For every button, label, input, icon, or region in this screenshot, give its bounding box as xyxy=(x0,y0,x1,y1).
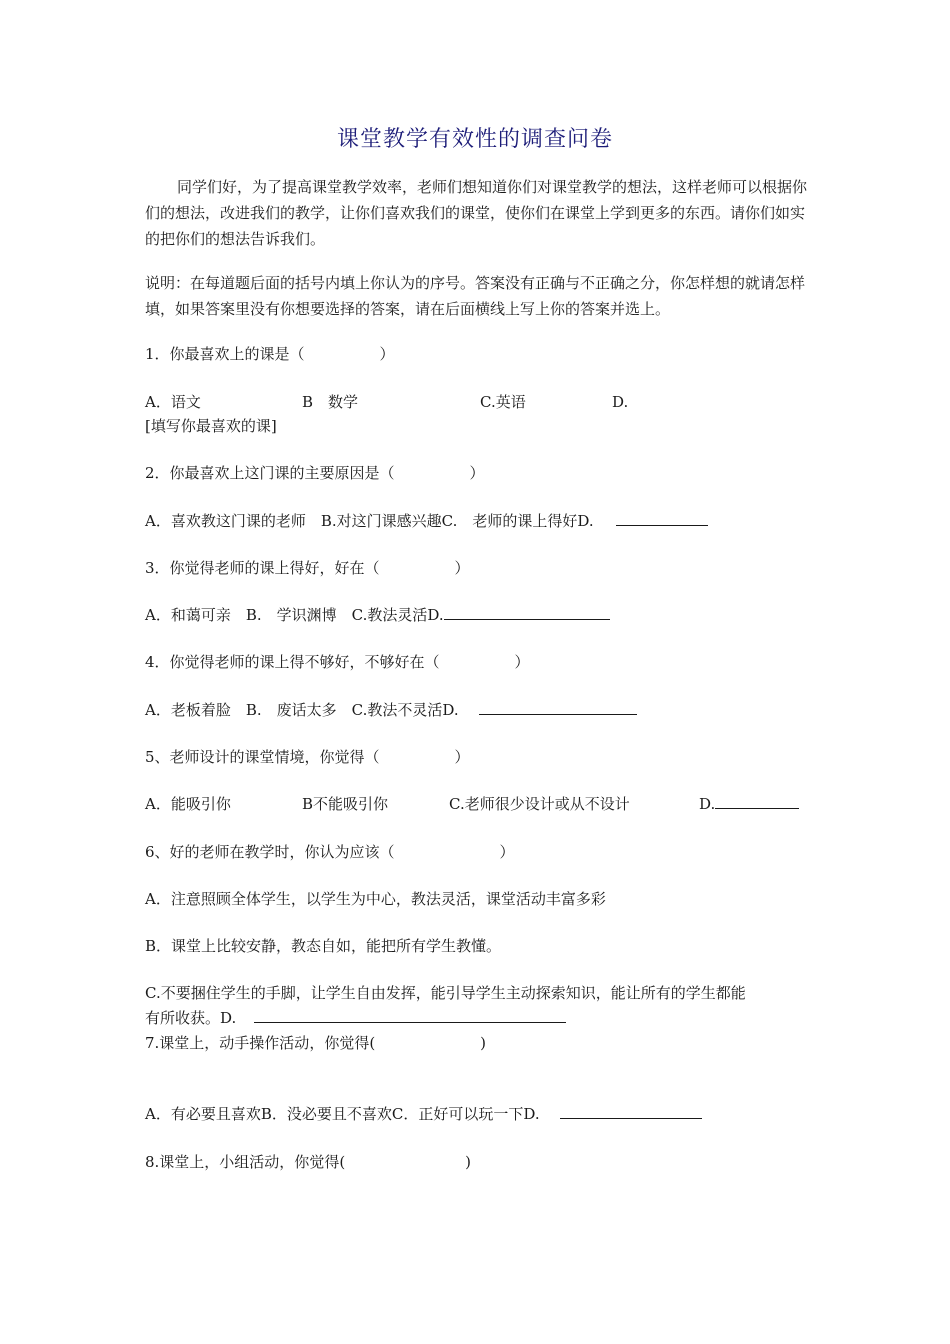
q5-option-c: C.老师很少设计或从不设计 xyxy=(449,795,630,813)
q5-option-d-label: D. xyxy=(699,795,716,813)
q6-option-b: B．课堂上比较安静，教态自如，能把所有学生教懂。 xyxy=(145,937,502,955)
q4-options-text: A．老板着脸 B. 废话太多 C.教法不灵活D. xyxy=(145,701,459,719)
q6-question: 6、好的老师在教学时，你认为应该（ ） xyxy=(145,843,515,861)
q1-option-c: C.英语 xyxy=(480,393,526,411)
q7-answer-blank[interactable] xyxy=(560,1104,702,1119)
q3-options-text: A．和蔼可亲 B. 学识渊博 C.教法灵活D. xyxy=(145,606,444,624)
q6-option-d-label: 有所收获。D. xyxy=(145,1009,237,1027)
q3-options xyxy=(145,605,610,625)
q4-question: 4．你觉得老师的课上得不够好，不够好在（ ） xyxy=(145,653,530,671)
q3-question: 3．你觉得老师的课上得好，好在（ ） xyxy=(145,559,470,577)
q5-option-b: B不能吸引你 xyxy=(302,795,389,813)
q6-option-c-cont xyxy=(145,1008,566,1028)
q1-question: 1．你最喜欢上的课是（ ） xyxy=(145,345,395,363)
q2-question: 2．你最喜欢上这门课的主要原因是（ ） xyxy=(145,464,485,482)
document-title: 课堂教学有效性的调查问卷 xyxy=(336,127,613,152)
intro-paragraph: 同学们好，为了提高课堂教学效率，老师们想知道你们对课堂教学的想法，这样老师可以根据你们的想法，改进我们的教学，让你们喜欢我们的课堂，使你们在课堂上学到更多的东西。请你们如实的把你们的想法告诉我们。 xyxy=(145,178,808,248)
q2-options-text: A．喜欢教这门课的老师 B.对这门课感兴趣C. 老师的课上得好D. xyxy=(145,512,594,530)
q6-option-c: C.不要捆住学生的手脚，让学生自由发挥，能引导学生主动探索知识，能让所有的学生都能 xyxy=(145,984,746,1002)
q8-question: 8.课堂上，小组活动，你觉得( ) xyxy=(145,1153,472,1171)
q1-hint: [填写你最喜欢的课] xyxy=(145,417,277,435)
instructions-paragraph: 说明：在每道题后面的括号内填上你认为的序号。答案没有正确与不正确之分，你怎样想的就请怎样填，如果答案里没有你想要选择的答案，请在后面横线上写上你的答案并选上。 xyxy=(145,274,806,318)
q5-answer-blank[interactable] xyxy=(715,794,799,809)
q1-option-b: B 数学 xyxy=(302,393,359,411)
q6-option-a: A．注意照顾全体学生，以学生为中心，教法灵活，课堂活动丰富多彩 xyxy=(145,890,606,908)
q5-option-d xyxy=(699,794,799,814)
q4-options xyxy=(145,700,637,720)
q7-options-text: A．有必要且喜欢B．没必要且不喜欢C．正好可以玩一下D. xyxy=(145,1105,540,1123)
q2-answer-blank[interactable] xyxy=(616,511,708,526)
q4-answer-blank[interactable] xyxy=(479,700,637,715)
q7-options xyxy=(145,1104,702,1124)
q6-answer-blank[interactable] xyxy=(254,1008,566,1023)
q3-answer-blank[interactable] xyxy=(444,605,610,620)
q2-options xyxy=(145,511,708,531)
q1-option-d: D. xyxy=(612,393,629,411)
q1-option-a: A．语文 xyxy=(145,393,201,411)
q7-question: 7.课堂上，动手操作活动，你觉得( ) xyxy=(145,1034,487,1052)
q5-option-a: A．能吸引你 xyxy=(145,795,231,813)
q5-question: 5、老师设计的课堂情境，你觉得（ ） xyxy=(145,748,470,766)
